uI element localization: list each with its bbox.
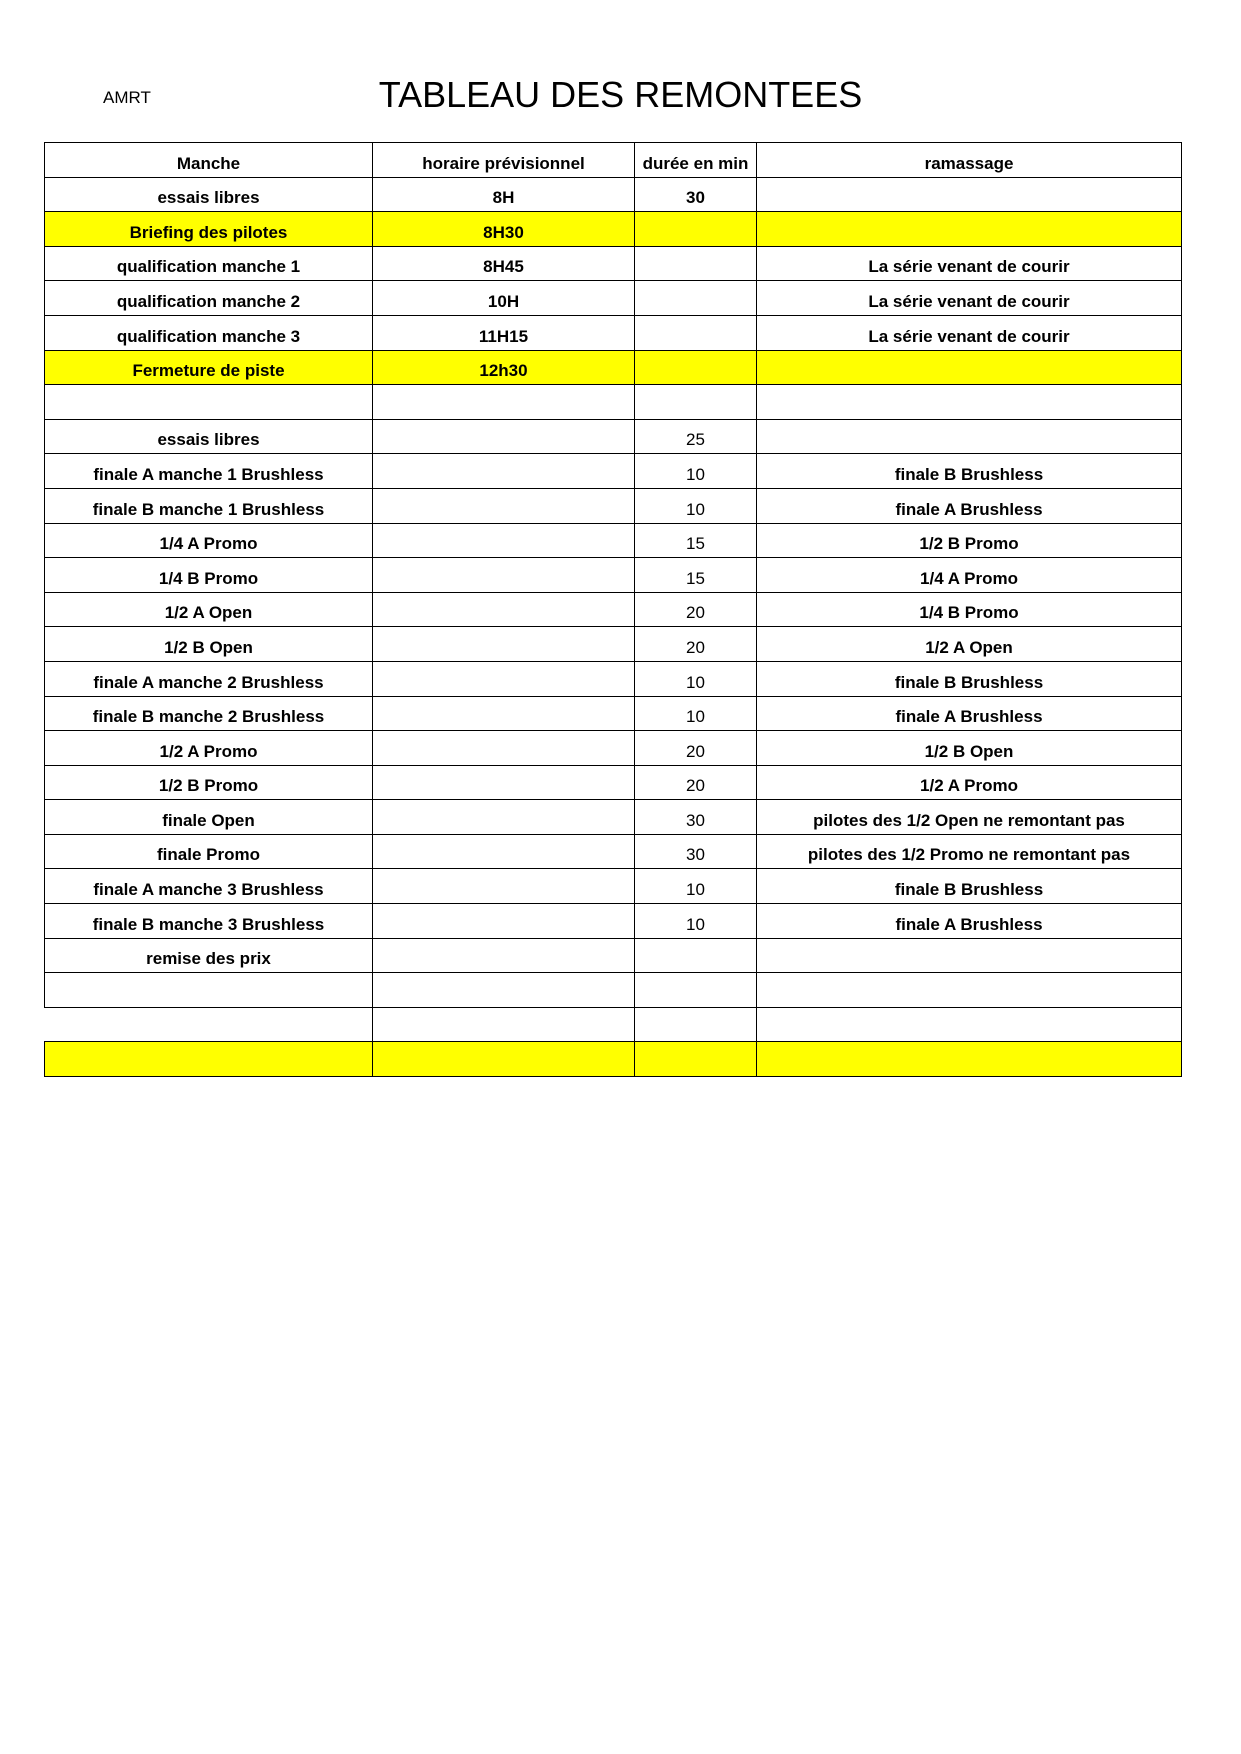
table-row — [45, 350, 1182, 385]
cell-horaire — [373, 938, 635, 973]
cell-manche: 1/2 A Open — [45, 592, 373, 627]
cell-ramassage — [757, 1007, 1182, 1042]
cell-ramassage: finale A Brushless — [757, 696, 1182, 731]
cell-horaire — [373, 558, 635, 593]
cell-horaire: 12h30 — [373, 350, 635, 385]
cell-horaire — [373, 904, 635, 939]
cell-horaire — [373, 523, 635, 558]
table-row — [45, 869, 1182, 904]
cell-horaire — [373, 1042, 635, 1077]
cell-duree: 20 — [635, 592, 757, 627]
table-row — [45, 246, 1182, 281]
cell-duree — [635, 1007, 757, 1042]
cell-ramassage: finale A Brushless — [757, 904, 1182, 939]
cell-manche: 1/4 B Promo — [45, 558, 373, 593]
cell-ramassage: 1/2 A Promo — [757, 765, 1182, 800]
cell-manche — [45, 1007, 373, 1042]
table-row — [45, 419, 1182, 454]
cell-duree — [635, 938, 757, 973]
cell-duree: 10 — [635, 488, 757, 523]
cell-horaire — [373, 973, 635, 1008]
table-row — [45, 696, 1182, 731]
cell-ramassage: 1/2 B Promo — [757, 523, 1182, 558]
cell-manche: finale Promo — [45, 834, 373, 869]
cell-ramassage: 1/2 B Open — [757, 731, 1182, 766]
cell-horaire — [373, 661, 635, 696]
cell-ramassage — [757, 1042, 1182, 1077]
cell-duree: 10 — [635, 661, 757, 696]
cell-ramassage — [757, 350, 1182, 385]
table-row — [45, 281, 1182, 316]
cell-horaire — [373, 800, 635, 835]
cell-manche: 1/4 A Promo — [45, 523, 373, 558]
cell-manche: Fermeture de piste — [45, 350, 373, 385]
cell-ramassage — [757, 177, 1182, 212]
table-row — [45, 488, 1182, 523]
cell-manche: 1/2 B Open — [45, 627, 373, 662]
header-horaire: horaire prévisionnel — [373, 143, 635, 178]
cell-manche: finale B manche 1 Brushless — [45, 488, 373, 523]
cell-manche — [45, 1042, 373, 1077]
cell-duree — [635, 973, 757, 1008]
cell-duree: 10 — [635, 454, 757, 489]
cell-manche: finale A manche 2 Brushless — [45, 661, 373, 696]
cell-horaire: 8H45 — [373, 246, 635, 281]
cell-duree: 10 — [635, 696, 757, 731]
header-ramassage: ramassage — [757, 143, 1182, 178]
cell-ramassage: finale B Brushless — [757, 454, 1182, 489]
cell-manche: essais libres — [45, 419, 373, 454]
cell-horaire — [373, 1007, 635, 1042]
cell-duree: 20 — [635, 765, 757, 800]
cell-duree: 20 — [635, 627, 757, 662]
cell-ramassage: finale B Brushless — [757, 661, 1182, 696]
cell-manche: qualification manche 2 — [45, 281, 373, 316]
cell-horaire — [373, 834, 635, 869]
cell-duree: 15 — [635, 558, 757, 593]
cell-ramassage — [757, 212, 1182, 247]
cell-ramassage — [757, 938, 1182, 973]
org-label: AMRT — [103, 88, 151, 107]
cell-ramassage: 1/4 A Promo — [757, 558, 1182, 593]
cell-manche: 1/2 A Promo — [45, 731, 373, 766]
cell-ramassage — [757, 419, 1182, 454]
page-title: TABLEAU DES REMONTEES — [378, 74, 863, 115]
cell-duree — [635, 385, 757, 420]
schedule-table — [44, 142, 1182, 1077]
cell-ramassage: La série venant de courir — [757, 246, 1182, 281]
cell-duree — [635, 315, 757, 350]
table-row — [45, 627, 1182, 662]
cell-ramassage — [757, 385, 1182, 420]
table-row — [45, 1007, 1182, 1042]
cell-manche: Briefing des pilotes — [45, 212, 373, 247]
table-row — [45, 592, 1182, 627]
cell-manche: finale Open — [45, 800, 373, 835]
table-row — [45, 904, 1182, 939]
cell-manche: qualification manche 3 — [45, 315, 373, 350]
cell-manche: 1/2 B Promo — [45, 765, 373, 800]
cell-duree — [635, 212, 757, 247]
cell-manche: qualification manche 1 — [45, 246, 373, 281]
cell-ramassage: pilotes des 1/2 Promo ne remontant pas — [757, 834, 1182, 869]
cell-ramassage: La série venant de courir — [757, 281, 1182, 316]
table-row — [45, 731, 1182, 766]
table-row — [45, 385, 1182, 420]
table-row — [45, 558, 1182, 593]
cell-manche: essais libres — [45, 177, 373, 212]
table-row — [45, 1042, 1182, 1077]
table-row — [45, 938, 1182, 973]
cell-duree: 25 — [635, 419, 757, 454]
cell-horaire — [373, 419, 635, 454]
cell-ramassage: pilotes des 1/2 Open ne remontant pas — [757, 800, 1182, 835]
cell-duree — [635, 246, 757, 281]
cell-horaire — [373, 454, 635, 489]
cell-duree: 10 — [635, 869, 757, 904]
table-row — [45, 973, 1182, 1008]
cell-horaire — [373, 869, 635, 904]
table-row — [45, 315, 1182, 350]
table-row — [45, 212, 1182, 247]
cell-ramassage: 1/2 A Open — [757, 627, 1182, 662]
table-row — [45, 177, 1182, 212]
cell-ramassage: finale A Brushless — [757, 488, 1182, 523]
cell-ramassage — [757, 973, 1182, 1008]
table-row — [45, 800, 1182, 835]
cell-ramassage: finale B Brushless — [757, 869, 1182, 904]
cell-horaire — [373, 696, 635, 731]
cell-horaire: 11H15 — [373, 315, 635, 350]
cell-duree: 15 — [635, 523, 757, 558]
cell-manche: remise des prix — [45, 938, 373, 973]
cell-duree: 30 — [635, 800, 757, 835]
table-row — [45, 454, 1182, 489]
table-row — [45, 765, 1182, 800]
cell-duree: 30 — [635, 834, 757, 869]
cell-ramassage: La série venant de courir — [757, 315, 1182, 350]
cell-manche — [45, 385, 373, 420]
cell-ramassage: 1/4 B Promo — [757, 592, 1182, 627]
cell-horaire — [373, 731, 635, 766]
cell-manche: finale B manche 3 Brushless — [45, 904, 373, 939]
cell-horaire: 8H30 — [373, 212, 635, 247]
cell-duree: 10 — [635, 904, 757, 939]
cell-horaire: 8H — [373, 177, 635, 212]
header-row — [45, 143, 1182, 178]
cell-manche: finale A manche 3 Brushless — [45, 869, 373, 904]
table-row — [45, 523, 1182, 558]
cell-manche: finale B manche 2 Brushless — [45, 696, 373, 731]
cell-manche: finale A manche 1 Brushless — [45, 454, 373, 489]
table-row — [45, 661, 1182, 696]
header-duree: durée en min — [635, 143, 757, 178]
cell-duree — [635, 1042, 757, 1077]
cell-horaire — [373, 385, 635, 420]
cell-horaire — [373, 627, 635, 662]
cell-horaire — [373, 488, 635, 523]
cell-duree: 30 — [635, 177, 757, 212]
cell-horaire — [373, 765, 635, 800]
header-manche: Manche — [45, 143, 373, 178]
cell-duree — [635, 281, 757, 316]
cell-duree — [635, 350, 757, 385]
cell-manche — [45, 973, 373, 1008]
cell-horaire: 10H — [373, 281, 635, 316]
cell-duree: 20 — [635, 731, 757, 766]
cell-horaire — [373, 592, 635, 627]
table-row — [45, 834, 1182, 869]
